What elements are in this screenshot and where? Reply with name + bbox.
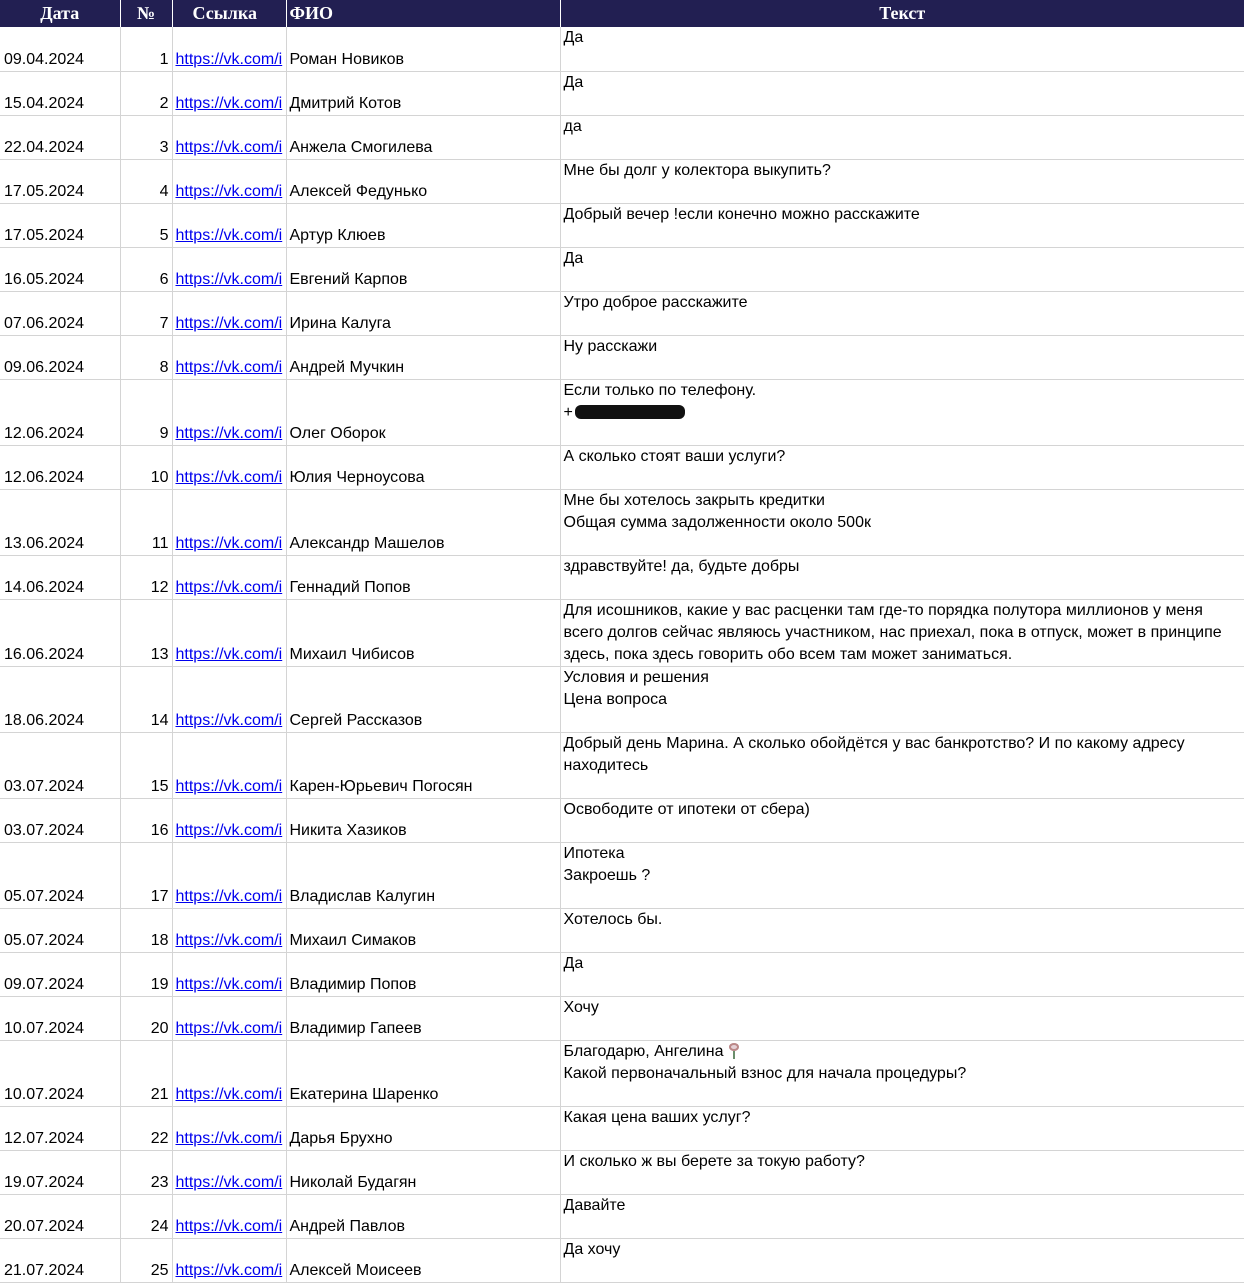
table-row	[0, 952, 1244, 996]
message-line	[564, 689, 1244, 711]
cell-date[interactable]: 16.05.2024	[0, 247, 120, 291]
message-text: здравствуйте! да, будьте добры	[564, 558, 800, 575]
cell-date[interactable]: 09.04.2024	[0, 27, 120, 71]
message-line	[564, 336, 1244, 358]
cell-name[interactable]: Владислав Калугин	[286, 842, 560, 908]
message-text: Цена вопроса	[564, 691, 668, 708]
cell-link[interactable]: https://vk.com/i	[172, 489, 286, 555]
cell-link[interactable]: https://vk.com/i	[172, 1194, 286, 1238]
message-text: Да хочу	[564, 1241, 621, 1258]
message-text: Хочу	[564, 999, 599, 1016]
cell-name[interactable]: Андрей Павлов	[286, 1194, 560, 1238]
cell-name[interactable]: Сергей Рассказов	[286, 666, 560, 732]
cell-date[interactable]: 16.06.2024	[0, 599, 120, 666]
table-row	[0, 247, 1244, 291]
cell-date[interactable]: 09.06.2024	[0, 335, 120, 379]
cell-num[interactable]: 25	[120, 1238, 172, 1282]
cell-link[interactable]: https://vk.com/i	[172, 555, 286, 599]
message-text: Да	[564, 955, 584, 972]
message-line	[564, 380, 1244, 402]
cell-name[interactable]: Владимир Гапеев	[286, 996, 560, 1040]
cell-name[interactable]: Алексей Федунько	[286, 159, 560, 203]
cell-link[interactable]: https://vk.com/i	[172, 445, 286, 489]
cell-link[interactable]: https://vk.com/i	[172, 291, 286, 335]
header-link[interactable]: Ссылка	[172, 0, 286, 27]
flower-emoji-icon	[727, 1043, 741, 1059]
message-line	[564, 1063, 1244, 1085]
header-text[interactable]: Текст	[560, 0, 1244, 27]
cell-link[interactable]: https://vk.com/i	[172, 908, 286, 952]
table-row	[0, 908, 1244, 952]
message-line	[564, 116, 1244, 138]
cell-text[interactable]	[560, 952, 1244, 996]
redaction-mark	[575, 405, 685, 419]
header-name[interactable]: ФИО	[286, 0, 560, 27]
cell-num[interactable]: 23	[120, 1150, 172, 1194]
table-row	[0, 159, 1244, 203]
cell-name[interactable]: Михаил Чибисов	[286, 599, 560, 666]
table-row	[0, 379, 1244, 445]
message-text: +	[564, 404, 573, 421]
cell-num[interactable]: 17	[120, 842, 172, 908]
table-row	[0, 1194, 1244, 1238]
cell-text[interactable]	[560, 1106, 1244, 1150]
message-text: Хотелось бы.	[564, 911, 663, 928]
cell-num[interactable]: 14	[120, 666, 172, 732]
cell-text[interactable]	[560, 1040, 1244, 1106]
cell-link[interactable]: https://vk.com/i	[172, 247, 286, 291]
message-line	[564, 799, 1244, 821]
header-num[interactable]: №	[120, 0, 172, 27]
message-text: Какой первоначальный взнос для начала процедуры?	[564, 1065, 967, 1082]
cell-link[interactable]: https://vk.com/i	[172, 952, 286, 996]
cell-num[interactable]: 22	[120, 1106, 172, 1150]
message-text: да	[564, 118, 582, 135]
table-row	[0, 666, 1244, 732]
table-row	[0, 798, 1244, 842]
cell-text[interactable]	[560, 27, 1244, 71]
message-text: А сколько стоят ваши услуги?	[564, 448, 786, 465]
message-text: Мне бы долг у колектора выкупить?	[564, 162, 831, 179]
message-line	[564, 490, 1244, 512]
message-text: Освободите от ипотеки от сбера)	[564, 801, 810, 818]
table-row	[0, 1150, 1244, 1194]
table-row	[0, 555, 1244, 599]
message-text: Для исошников, какие у вас расценки там где-то порядка полутора миллионов у меня всего долгов сейчас являюсь участником, нас приехал, пока в отпуск, может в принципе здесь, пока здесь говорить обо всем там может заниматься.	[564, 602, 1222, 663]
message-text: Да	[564, 74, 584, 91]
message-line	[564, 512, 1244, 534]
cell-name[interactable]: Алексей Моисеев	[286, 1238, 560, 1282]
cell-link[interactable]: https://vk.com/i	[172, 666, 286, 732]
message-line	[564, 160, 1244, 182]
table-row	[0, 1106, 1244, 1150]
cell-link[interactable]: https://vk.com/i	[172, 27, 286, 71]
table-row	[0, 732, 1244, 798]
cell-date[interactable]: 17.05.2024	[0, 159, 120, 203]
table-row	[0, 71, 1244, 115]
cell-num[interactable]: 15	[120, 732, 172, 798]
cell-link[interactable]: https://vk.com/i	[172, 1040, 286, 1106]
cell-link[interactable]: https://vk.com/i	[172, 996, 286, 1040]
message-text: Закроешь ?	[564, 867, 651, 884]
message-line	[564, 997, 1244, 1019]
cell-text[interactable]	[560, 996, 1244, 1040]
message-line	[564, 402, 1244, 424]
cell-link[interactable]: https://vk.com/i	[172, 379, 286, 445]
message-line	[564, 865, 1244, 887]
message-line	[564, 1041, 1244, 1063]
cell-link[interactable]: https://vk.com/i	[172, 798, 286, 842]
table-row	[0, 1040, 1244, 1106]
cell-date[interactable]: 12.06.2024	[0, 445, 120, 489]
cell-name[interactable]: Дарья Брухно	[286, 1106, 560, 1150]
message-line	[564, 1239, 1244, 1261]
cell-text[interactable]	[560, 798, 1244, 842]
cell-link[interactable]: https://vk.com/i	[172, 1150, 286, 1194]
cell-num[interactable]: 6	[120, 247, 172, 291]
cell-name[interactable]: Николай Будагян	[286, 1150, 560, 1194]
cell-name[interactable]: Ирина Калуга	[286, 291, 560, 335]
cell-name[interactable]: Анжела Смогилева	[286, 115, 560, 159]
cell-text[interactable]	[560, 555, 1244, 599]
cell-name[interactable]: Дмитрий Котов	[286, 71, 560, 115]
cell-num[interactable]: 16	[120, 798, 172, 842]
cell-text[interactable]	[560, 732, 1244, 798]
message-line	[564, 1107, 1244, 1129]
table-row	[0, 1238, 1244, 1282]
cell-date[interactable]: 17.05.2024	[0, 203, 120, 247]
cell-name[interactable]: Юлия Черноусова	[286, 445, 560, 489]
cell-date[interactable]: 12.07.2024	[0, 1106, 120, 1150]
cell-date[interactable]: 22.04.2024	[0, 115, 120, 159]
cell-text[interactable]	[560, 842, 1244, 908]
cell-date[interactable]: 19.07.2024	[0, 1150, 120, 1194]
cell-date[interactable]: 18.06.2024	[0, 666, 120, 732]
cell-name[interactable]: Карен-Юрьевич Погосян	[286, 732, 560, 798]
cell-num[interactable]: 19	[120, 952, 172, 996]
cell-link[interactable]: https://vk.com/i	[172, 842, 286, 908]
message-text: Общая сумма задолженности около 500к	[564, 514, 871, 531]
cell-text[interactable]	[560, 908, 1244, 952]
cell-num[interactable]: 18	[120, 908, 172, 952]
cell-name[interactable]: Екатерина Шаренко	[286, 1040, 560, 1106]
header-date[interactable]: Дата	[0, 0, 120, 27]
cell-link[interactable]: https://vk.com/i	[172, 1106, 286, 1150]
message-text: Ипотека	[564, 845, 625, 862]
message-line	[564, 204, 1244, 226]
table-row	[0, 996, 1244, 1040]
message-line	[564, 667, 1244, 689]
cell-num[interactable]: 24	[120, 1194, 172, 1238]
cell-date[interactable]: 15.04.2024	[0, 71, 120, 115]
cell-link[interactable]: https://vk.com/i	[172, 71, 286, 115]
cell-name[interactable]: Евгений Карпов	[286, 247, 560, 291]
message-line	[564, 733, 1244, 777]
cell-date[interactable]: 09.07.2024	[0, 952, 120, 996]
cell-name[interactable]: Олег Оборок	[286, 379, 560, 445]
cell-num[interactable]: 4	[120, 159, 172, 203]
table-row	[0, 27, 1244, 71]
message-text: Если только по телефону.	[564, 382, 757, 399]
message-line	[564, 556, 1244, 578]
cell-text[interactable]	[560, 489, 1244, 555]
cell-text[interactable]	[560, 666, 1244, 732]
message-text: Да	[564, 250, 584, 267]
table-row	[0, 489, 1244, 555]
cell-name[interactable]: Владимир Попов	[286, 952, 560, 996]
header-row	[0, 0, 1244, 27]
message-line	[564, 600, 1244, 666]
cell-text[interactable]	[560, 599, 1244, 666]
table-row	[0, 445, 1244, 489]
cell-num[interactable]: 1	[120, 27, 172, 71]
cell-text[interactable]	[560, 335, 1244, 379]
cell-name[interactable]: Роман Новиков	[286, 27, 560, 71]
cell-text[interactable]	[560, 159, 1244, 203]
message-text: Мне бы хотелось закрыть кредитки	[564, 492, 825, 509]
cell-link[interactable]: https://vk.com/i	[172, 335, 286, 379]
cell-link[interactable]: https://vk.com/i	[172, 732, 286, 798]
message-line	[564, 909, 1244, 931]
cell-num[interactable]: 8	[120, 335, 172, 379]
cell-date[interactable]: 05.07.2024	[0, 842, 120, 908]
message-line	[564, 1195, 1244, 1217]
message-line	[564, 1151, 1244, 1173]
cell-text[interactable]	[560, 71, 1244, 115]
cell-date[interactable]: 03.07.2024	[0, 798, 120, 842]
table-row	[0, 842, 1244, 908]
cell-num[interactable]: 7	[120, 291, 172, 335]
cell-num[interactable]: 13	[120, 599, 172, 666]
cell-num[interactable]: 5	[120, 203, 172, 247]
cell-name[interactable]: Артур Клюев	[286, 203, 560, 247]
message-line	[564, 446, 1244, 468]
cell-date[interactable]: 13.06.2024	[0, 489, 120, 555]
message-text: Какая цена ваших услуг?	[564, 1109, 751, 1126]
message-line	[564, 27, 1244, 49]
cell-num[interactable]: 10	[120, 445, 172, 489]
cell-name[interactable]: Александр Машелов	[286, 489, 560, 555]
cell-link[interactable]: https://vk.com/i	[172, 599, 286, 666]
message-text: Утро доброе расскажите	[564, 294, 748, 311]
table-row	[0, 291, 1244, 335]
message-text: Благодарю, Ангелина	[564, 1043, 724, 1060]
cell-text[interactable]	[560, 291, 1244, 335]
message-text: Условия и решения	[564, 669, 709, 686]
cell-name[interactable]: Геннадий Попов	[286, 555, 560, 599]
cell-num[interactable]: 2	[120, 71, 172, 115]
cell-num[interactable]: 3	[120, 115, 172, 159]
cell-name[interactable]: Никита Хазиков	[286, 798, 560, 842]
cell-num[interactable]: 12	[120, 555, 172, 599]
message-line	[564, 248, 1244, 270]
message-text: И сколько ж вы берете за токую работу?	[564, 1153, 865, 1170]
cell-link[interactable]: https://vk.com/i	[172, 115, 286, 159]
cell-num[interactable]: 11	[120, 489, 172, 555]
message-line	[564, 953, 1244, 975]
cell-text[interactable]	[560, 247, 1244, 291]
cell-link[interactable]: https://vk.com/i	[172, 203, 286, 247]
cell-text[interactable]	[560, 1194, 1244, 1238]
table-row	[0, 203, 1244, 247]
cell-name[interactable]: Михаил Симаков	[286, 908, 560, 952]
cell-num[interactable]: 20	[120, 996, 172, 1040]
table-row	[0, 115, 1244, 159]
cell-date[interactable]: 20.07.2024	[0, 1194, 120, 1238]
cell-date[interactable]: 07.06.2024	[0, 291, 120, 335]
cell-text[interactable]	[560, 445, 1244, 489]
cell-text[interactable]	[560, 203, 1244, 247]
cell-text[interactable]	[560, 1238, 1244, 1282]
cell-link[interactable]: https://vk.com/i	[172, 159, 286, 203]
message-line	[564, 292, 1244, 314]
cell-num[interactable]: 21	[120, 1040, 172, 1106]
message-line	[564, 843, 1244, 865]
cell-link[interactable]: https://vk.com/i	[172, 1238, 286, 1282]
message-text: Добрый день Марина. А сколько обойдётся у вас банкротство? И по какому адресу находитесь	[564, 735, 1185, 774]
cell-text[interactable]	[560, 115, 1244, 159]
cell-text[interactable]	[560, 1150, 1244, 1194]
cell-date[interactable]: 03.07.2024	[0, 732, 120, 798]
cell-date[interactable]: 14.06.2024	[0, 555, 120, 599]
cell-name[interactable]: Андрей Мучкин	[286, 335, 560, 379]
cell-date[interactable]: 21.07.2024	[0, 1238, 120, 1282]
cell-num[interactable]: 9	[120, 379, 172, 445]
message-text: Ну расскажи	[564, 338, 658, 355]
table-row	[0, 335, 1244, 379]
cell-date[interactable]: 12.06.2024	[0, 379, 120, 445]
cell-date[interactable]: 10.07.2024	[0, 996, 120, 1040]
message-line	[564, 72, 1244, 94]
cell-date[interactable]: 05.07.2024	[0, 908, 120, 952]
cell-text[interactable]	[560, 379, 1244, 445]
message-text: Давайте	[564, 1197, 626, 1214]
message-text: Да	[564, 29, 584, 46]
table-row	[0, 599, 1244, 666]
message-text: Добрый вечер !если конечно можно расскажите	[564, 206, 920, 223]
cell-date[interactable]: 10.07.2024	[0, 1040, 120, 1106]
